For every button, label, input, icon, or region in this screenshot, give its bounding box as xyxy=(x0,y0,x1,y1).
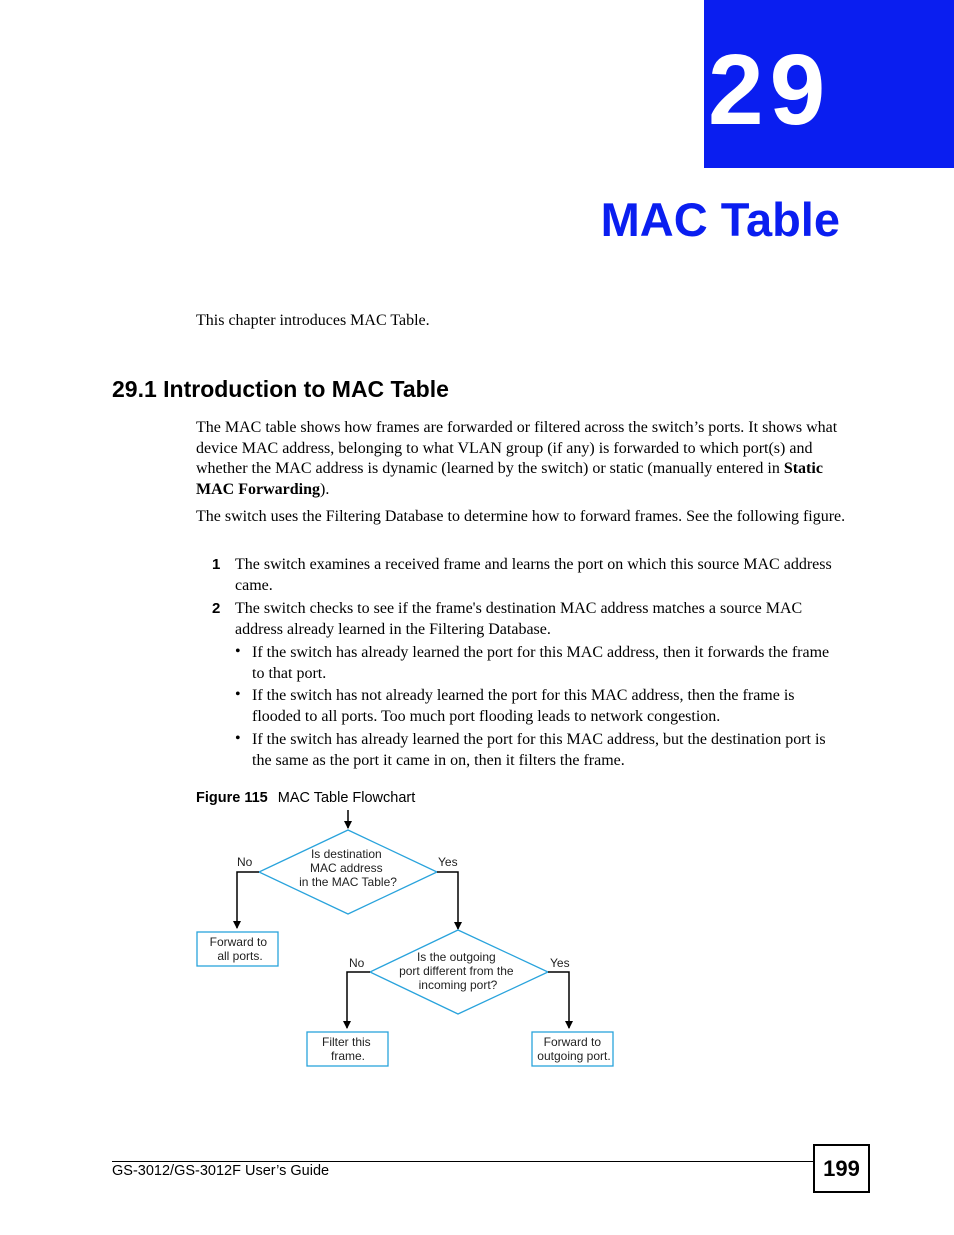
yes-arrow-2 xyxy=(548,972,569,1028)
step-text: The switch examines a received frame and learns the port on which this source MAC address came. xyxy=(235,556,832,594)
decision-1-no: No xyxy=(237,855,253,869)
bullet-marker: • xyxy=(235,730,241,747)
decision-1-yes: Yes xyxy=(438,855,458,869)
bullet-text: If the switch has already learned the port for this MAC address, but the destination port is the same as the port it came in on, then it filters the frame. xyxy=(252,731,826,769)
decision-2-yes: Yes xyxy=(550,956,570,970)
no-arrow-2 xyxy=(347,972,370,1028)
bullet-text: If the switch has already learned the port for this MAC address, then it forwards the frame to that port. xyxy=(252,644,830,682)
mac-table-flowchart xyxy=(190,806,630,1076)
page-number: 199 xyxy=(813,1144,870,1193)
decision-2-label: Is the outgoing port different from the incoming port? xyxy=(399,950,514,992)
decision-2-no: No xyxy=(349,956,365,970)
box-forward-all-ports-label: Forward to all ports. xyxy=(209,935,268,963)
figure-caption xyxy=(196,788,415,808)
footer-guide-title: GS-3012/GS-3012F User’s Guide xyxy=(112,1163,330,1179)
step-number: 1 xyxy=(212,556,221,573)
bullet-marker: • xyxy=(235,686,241,703)
step-number: 2 xyxy=(212,600,221,617)
box-forward-outgoing-port-label: Forward to outgoing port. xyxy=(537,1035,611,1063)
box-filter-frame-label: Filter this frame. xyxy=(321,1035,371,1063)
paragraph-mac-table: The MAC table shows how frames are forwarded or filtered across the switch’s ports. It shows what device MAC address, belonging to what VLAN group (if any) is forwarded to which port(s) and whether the MAC address is dynamic (learned by the switch) or static (manually entered in Static MAC Forwarding). xyxy=(196,419,838,498)
figure-title: MAC Table Flowchart xyxy=(277,790,416,806)
chapter-title: MAC Table xyxy=(600,193,840,246)
chapter-number: 29 xyxy=(708,34,832,146)
intro-paragraph: This chapter introduces MAC Table. xyxy=(196,312,430,329)
no-arrow-1 xyxy=(237,872,259,928)
decision-1-label: Is destination MAC address in the MAC Table? xyxy=(299,847,397,889)
bold-term: Static MAC Forwarding xyxy=(196,460,823,498)
paragraph-filtering: The switch uses the Filtering Database to determine how to forward frames. See the following figure. xyxy=(196,508,846,525)
step-text: The switch checks to see if the frame's destination MAC address matches a source MAC address already learned in the Filtering Database. xyxy=(235,600,803,638)
section-title: 29.1 Introduction to MAC Table xyxy=(112,376,449,402)
yes-arrow-1 xyxy=(437,872,458,929)
bullet-text: If the switch has not already learned the port for this MAC address, then the frame is flooded to all ports. Too much port flooding leads to network congestion. xyxy=(252,687,795,725)
bullet-marker: • xyxy=(235,643,241,660)
figure-label: Figure 115 xyxy=(196,790,268,806)
